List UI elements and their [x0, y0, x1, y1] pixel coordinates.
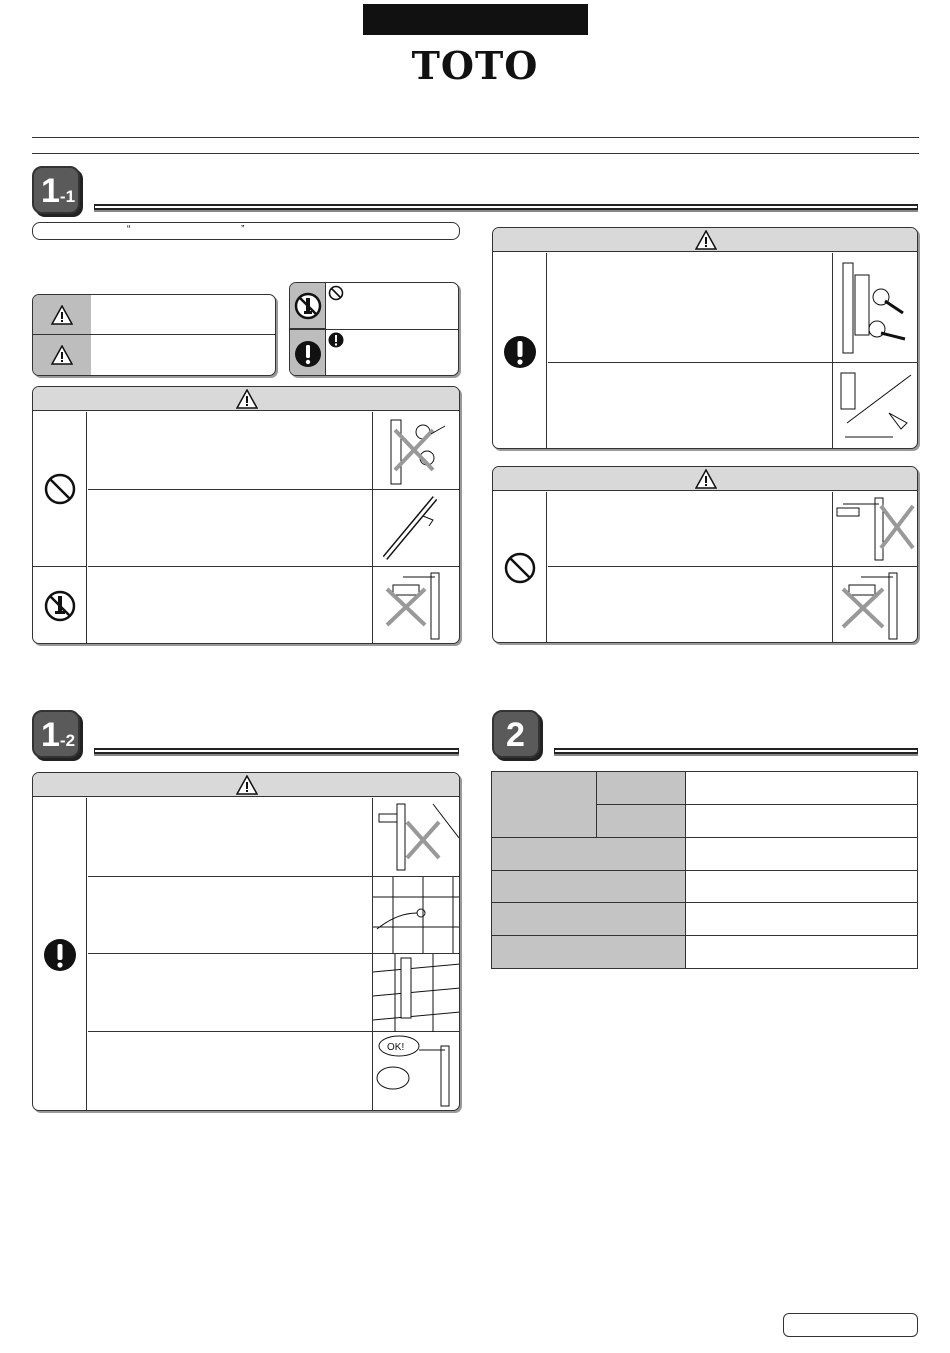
- mandatory-exclamation-icon: [294, 340, 322, 368]
- spec-label-cell: [492, 936, 686, 969]
- spec-label-cell: [492, 903, 686, 936]
- illustration-shower-hang-no: [832, 567, 918, 643]
- toto-logo: TOTO: [411, 43, 539, 88]
- illustration-cleaning: [832, 363, 918, 449]
- signal-word-legend: [32, 294, 276, 376]
- no-disassembly-cell: [290, 283, 326, 329]
- mandatory-icon-cell: [33, 798, 87, 1111]
- caution-panel-prohibit: [492, 466, 918, 643]
- no-disassembly-icon-cell: [33, 567, 87, 644]
- illustration-ok-check: [372, 1032, 460, 1111]
- prohibition-circle-icon: [43, 472, 77, 506]
- mandatory-cell: [290, 330, 326, 376]
- intro-note: “ ”: [32, 222, 460, 240]
- section-badge-1-1: 1-1: [32, 166, 80, 214]
- illustration-tile-hand: [372, 877, 460, 954]
- prohibition-circle-icon: [328, 285, 344, 301]
- illustration-valve-no: [372, 412, 460, 490]
- prohibition-circle-icon: [503, 551, 537, 585]
- panel-header: [493, 467, 918, 491]
- illustration-shower-no: [372, 567, 460, 644]
- no-disassembly-icon: [294, 292, 322, 320]
- prohibit-icon-cell: [493, 492, 547, 643]
- section-badge-2: 2: [492, 710, 540, 758]
- no-disassembly-icon: [43, 589, 77, 623]
- panel-header: [493, 228, 918, 252]
- spec-value-cell: [686, 772, 918, 805]
- spec-sublabel-cell: [597, 772, 686, 805]
- section-title-bar: [554, 748, 918, 754]
- mandatory-icon-cell: [493, 253, 547, 449]
- panel-header: [33, 773, 460, 797]
- illustration-wall-no: [372, 798, 460, 877]
- section-badge-1-2: 1-2: [32, 710, 80, 758]
- warning-triangle-icon: [51, 345, 73, 365]
- warning-panel-prohibit: [32, 386, 460, 644]
- legend-warning-cell: [33, 295, 91, 335]
- section-title-bar: [94, 748, 459, 754]
- illustration-hose: [372, 490, 460, 567]
- legend-caution-cell: [33, 335, 91, 375]
- spec-value-cell: [686, 805, 918, 838]
- warning-triangle-icon: [695, 230, 717, 250]
- spec-value-cell: [686, 936, 918, 969]
- header-black-bar: [363, 4, 588, 35]
- spec-value-cell: [686, 903, 918, 936]
- illustration-tile-wall: [372, 954, 460, 1032]
- warning-triangle-icon: [695, 469, 717, 489]
- symbol-legend: [289, 282, 459, 376]
- spec-label-cell: [492, 838, 686, 871]
- caution-panel-mandatory: [32, 772, 460, 1111]
- legend-warning-text: [91, 295, 276, 335]
- warning-triangle-icon: [236, 389, 258, 409]
- legend-caution-text: [91, 335, 276, 375]
- mandatory-small-icon: [328, 332, 344, 348]
- spec-sublabel-cell: [597, 805, 686, 838]
- mandatory-exclamation-icon: [43, 938, 77, 972]
- panel-header: [33, 387, 460, 411]
- mandatory-exclamation-icon: [503, 335, 537, 369]
- warning-panel-mandatory: [492, 227, 918, 449]
- spec-label-cell: [492, 772, 597, 838]
- spec-value-cell: [686, 871, 918, 903]
- divider: [32, 153, 919, 154]
- warning-triangle-icon: [51, 305, 73, 325]
- divider: [32, 137, 919, 138]
- warning-triangle-icon: [236, 775, 258, 795]
- spec-label-cell: [492, 871, 686, 903]
- section-title-bar: [94, 204, 918, 210]
- prohibit-icon-cell: [33, 412, 87, 567]
- page-number-box: [783, 1313, 918, 1337]
- illustration-valve-tighten: [832, 253, 918, 363]
- illustration-shower-hand-no: [832, 492, 918, 567]
- spec-table: [491, 771, 918, 969]
- svg-text:OK!: OK!: [387, 1042, 405, 1053]
- spec-value-cell: [686, 838, 918, 871]
